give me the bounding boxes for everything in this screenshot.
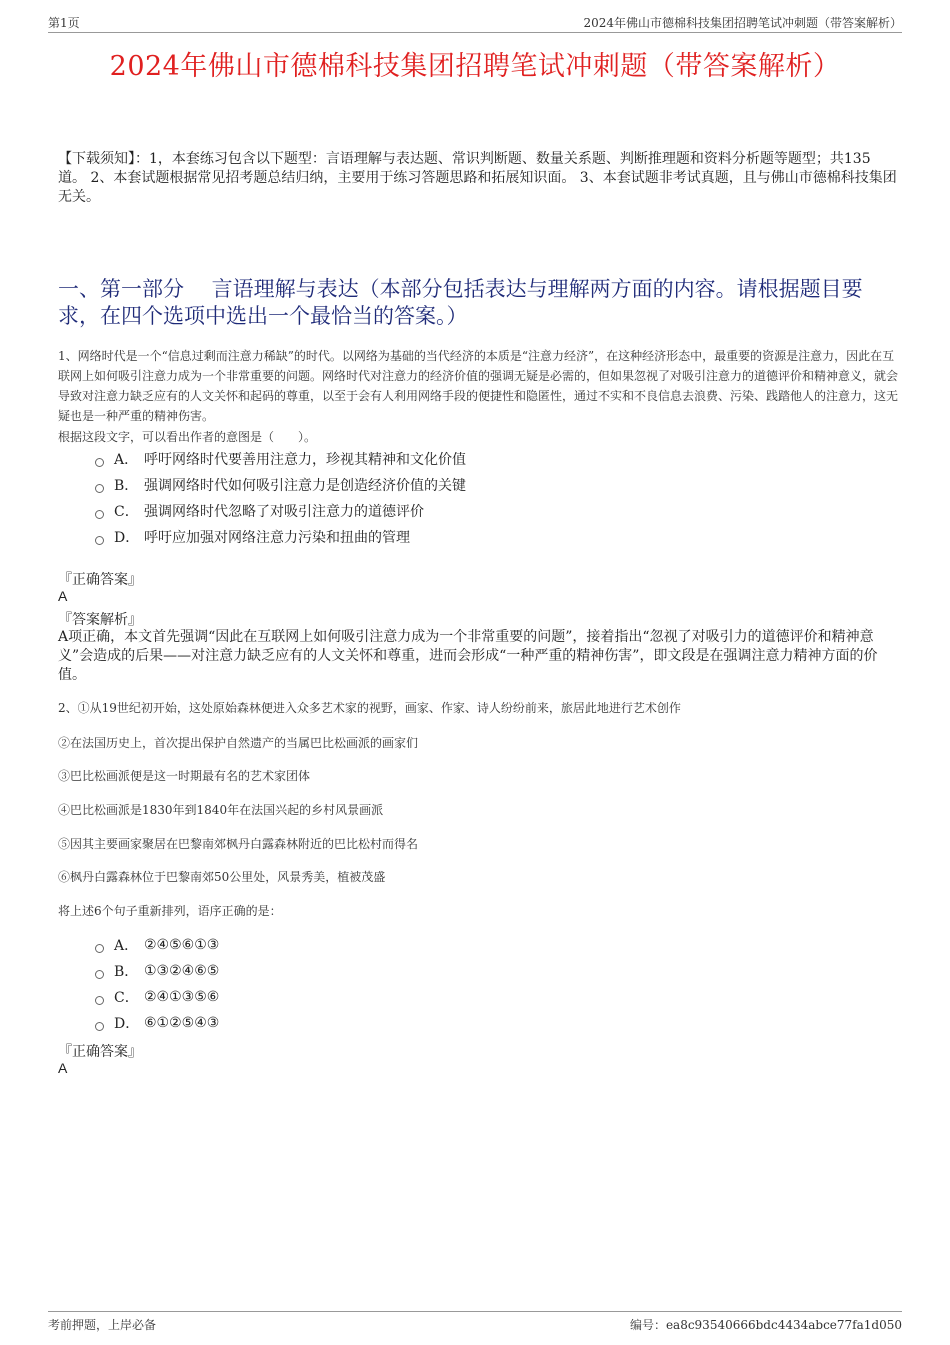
page-footer xyxy=(48,1311,902,1334)
option-text: 呼吁网络时代要善用注意力，珍视其精神和文化价值 xyxy=(144,452,466,468)
question-2-options xyxy=(95,932,219,1036)
footer-serial: 编号：ea8c93540666bdc4434abce77fa1d050 xyxy=(629,1318,902,1332)
radio-icon[interactable] xyxy=(95,536,104,545)
section-heading: 一、第一部分 言语理解与表达（本部分包括表达与理解两方面的内容。请根据题目要求，在四个选项中选出一个最恰当的答案。） xyxy=(58,277,863,328)
question-2-line: ⑥枫丹白露森林位于巴黎南郊50公里处，风景秀美，植被茂盛 xyxy=(58,870,386,884)
page-header xyxy=(48,12,902,33)
radio-icon[interactable] xyxy=(95,970,104,979)
header-doc-title: 2024年佛山市德棉科技集团招聘笔试冲刺题（带答案解析） xyxy=(583,16,902,30)
option-label: C． xyxy=(114,990,139,1006)
option-label: A． xyxy=(114,938,139,954)
option-d[interactable] xyxy=(95,524,466,550)
option-c[interactable] xyxy=(95,498,466,524)
analysis-text: A项正确，本文首先强调“因此在互联网上如何吸引注意力成为一个非常重要的问题”，接着指出“忽视了对吸引力的道德评价和精神意义”会造成的后果——对注意力缺乏应有的人文关怀和尊重，进而会形成“一种严重的精神伤害”，即文段是在强调注意力精神方面的价值。 xyxy=(58,629,878,683)
option-text: ⑥①②⑤④③ xyxy=(144,1015,220,1031)
option-b[interactable] xyxy=(95,958,219,984)
answer-value: A xyxy=(58,588,68,604)
question-1-prompt: 根据这段文字，可以看出作者的意图是（ ）。 xyxy=(58,430,317,444)
radio-icon[interactable] xyxy=(95,510,104,519)
radio-icon[interactable] xyxy=(95,458,104,467)
option-b[interactable] xyxy=(95,472,466,498)
question-2-line: ④巴比松画派是1830年到1840年在法国兴起的乡村风景画派 xyxy=(58,803,384,817)
radio-icon[interactable] xyxy=(95,484,104,493)
option-label: B． xyxy=(114,964,139,980)
download-notice: 【下载须知】：1，本套练习包含以下题型：言语理解与表达题、常识判断题、数量关系题、判断推理题和资料分析题等题型；共135道。 2、本套试题根据常见招考题总结归纳，主要用于练习答题思路和拓展知识面。 3、本套试题非考试真题，且与佛山市德棉科技集团无关。 xyxy=(58,151,897,205)
option-text: 呼吁应加强对网络注意力污染和扭曲的管理 xyxy=(144,530,410,546)
option-label: B． xyxy=(114,478,139,494)
radio-icon[interactable] xyxy=(95,944,104,953)
option-text: 强调网络时代如何吸引注意力是创造经济价值的关键 xyxy=(144,478,466,494)
option-text: ①③②④⑥⑤ xyxy=(144,963,220,979)
option-a[interactable] xyxy=(95,446,466,472)
question-1-options xyxy=(95,446,466,550)
option-label: A． xyxy=(114,452,139,468)
option-text: 强调网络时代忽略了对吸引注意力的道德评价 xyxy=(144,504,424,520)
answer-label: 『正确答案』 xyxy=(58,572,142,588)
question-1-stem: 1、网络时代是一个“信息过剩而注意力稀缺”的时代。以网络为基础的当代经济的本质是“注意力经济”，在这种经济形态中，最重要的资源是注意力，因此在互联网上如何吸引注意力成为一个非常重要的问题。网络时代对注意力的经济价值的强调无疑是必需的，但如果忽视了对吸引注意力的道德评价和精神意义，就会导致对注意力缺乏应有的人文关怀和起码的尊重，以至于会有人利用网络手段的便捷性和隐匿性，通过不实和不良信息去浪费、污染、践踏他人的注意力，这无疑也是一种严重的精神伤害。 xyxy=(58,349,899,423)
question-2-line: 2、①从19世纪初开始，这处原始森林便进入众多艺术家的视野，画家、作家、诗人纷纷前来，旅居此地进行艺术创作 xyxy=(58,701,681,715)
option-label: C． xyxy=(114,504,139,520)
question-2-line: ③巴比松画派便是这一时期最有名的艺术家团体 xyxy=(58,769,311,783)
page-number: 第1页 xyxy=(48,16,80,30)
analysis-label: 『答案解析』 xyxy=(58,612,142,628)
radio-icon[interactable] xyxy=(95,1022,104,1031)
answer-value: A xyxy=(58,1060,68,1076)
question-2-line: ⑤因其主要画家聚居在巴黎南郊枫丹白露森林附近的巴比松村而得名 xyxy=(58,837,419,851)
question-2-line: ②在法国历史上，首次提出保护自然遗产的当属巴比松画派的画家们 xyxy=(58,736,419,750)
page-title: 2024年佛山市德棉科技集团招聘笔试冲刺题（带答案解析） xyxy=(109,51,841,82)
option-text: ②④①③⑤⑥ xyxy=(144,989,220,1005)
footer-slogan: 考前押题，上岸必备 xyxy=(48,1318,157,1332)
answer-label: 『正确答案』 xyxy=(58,1044,142,1060)
option-c[interactable] xyxy=(95,984,219,1010)
option-label: D． xyxy=(114,530,140,546)
option-d[interactable] xyxy=(95,1010,219,1036)
question-2-prompt: 将上述6个句子重新排列，语序正确的是： xyxy=(58,904,282,918)
option-text: ②④⑤⑥①③ xyxy=(144,937,220,953)
radio-icon[interactable] xyxy=(95,996,104,1005)
option-a[interactable] xyxy=(95,932,219,958)
option-label: D． xyxy=(114,1016,140,1032)
